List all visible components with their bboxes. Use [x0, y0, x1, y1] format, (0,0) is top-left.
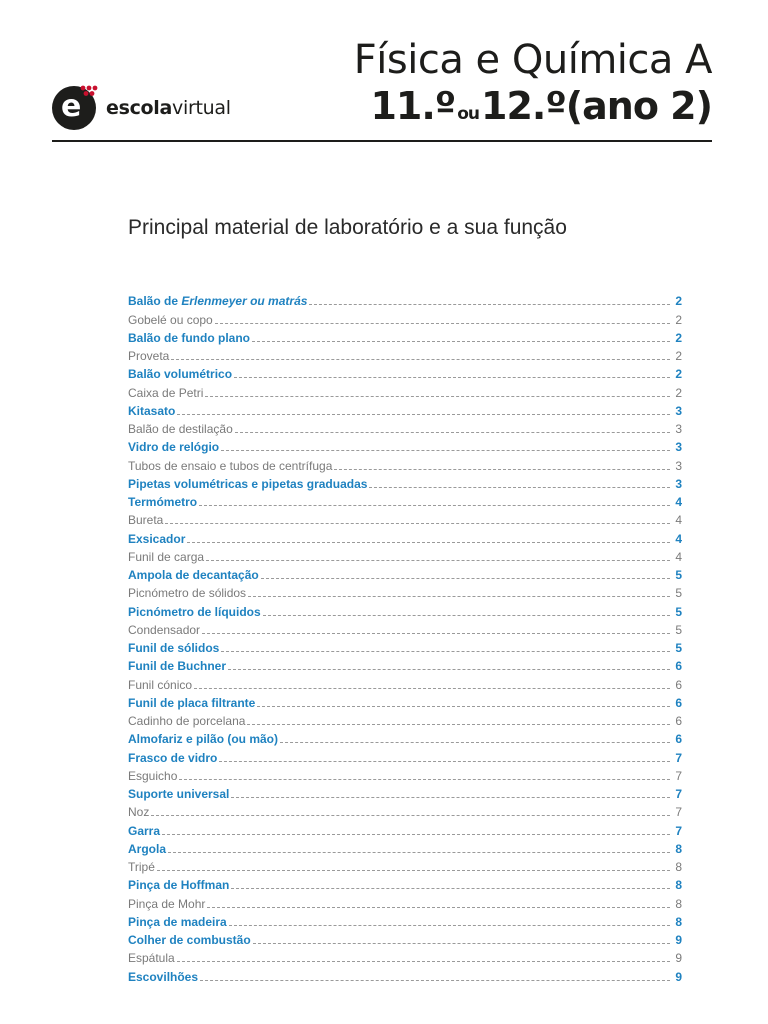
toc-dot-leader	[165, 523, 670, 524]
brand-light: virtual	[172, 97, 231, 119]
toc-entry[interactable]	[128, 783, 682, 801]
toc-entry[interactable]	[128, 564, 682, 582]
toc-entry-label: Condensador	[128, 622, 201, 637]
toc-dot-leader	[200, 980, 670, 981]
toc-entry[interactable]	[128, 619, 682, 637]
toc-entry[interactable]	[128, 582, 682, 600]
toc-entry[interactable]	[128, 819, 682, 837]
toc-entry[interactable]	[128, 746, 682, 764]
toc-entry-page-number: 7	[675, 787, 682, 801]
toc-entry-page-number: 9	[675, 951, 682, 966]
toc-entry-page-number: 6	[675, 695, 682, 710]
brand-bold: escola	[106, 97, 173, 119]
toc-entry[interactable]	[128, 892, 682, 910]
toc-entry-page-number: 2	[675, 367, 682, 382]
toc-dot-leader	[215, 323, 670, 324]
toc-entry[interactable]	[128, 838, 682, 856]
toc-dot-leader	[253, 943, 670, 944]
toc-entry-label: Caixa de Petri	[128, 385, 204, 400]
toc-entry-label: Funil de Buchner	[128, 659, 227, 674]
toc-entry[interactable]	[128, 728, 682, 746]
toc-dot-leader	[334, 469, 670, 470]
toc-entry-page-number: 2	[675, 312, 682, 327]
toc-entry-label: Ampola de decantação	[128, 568, 259, 582]
toc-entry[interactable]	[128, 509, 682, 527]
toc-entry-label: Picnómetro de líquidos	[128, 604, 261, 619]
toc-entry[interactable]	[128, 345, 682, 363]
toc-entry[interactable]	[128, 454, 682, 472]
header-divider	[52, 140, 712, 142]
toc-entry-label: Argola	[128, 841, 167, 856]
toc-entry[interactable]	[128, 965, 682, 983]
logo-dots-icon	[79, 84, 101, 100]
toc-entry-label: Funil de sólidos	[128, 641, 220, 655]
toc-entry[interactable]	[128, 929, 682, 947]
toc-entry-label: Espátula	[128, 951, 175, 966]
toc-entry-label: Balão de destilação	[128, 422, 233, 436]
toc-entry[interactable]	[128, 947, 682, 965]
toc-entry-label: Funil cónico	[128, 677, 193, 692]
toc-entry-page-number: 5	[675, 622, 682, 637]
toc-entry-page-number: 3	[675, 440, 682, 455]
toc-entry-page-number: 7	[675, 805, 682, 820]
toc-entry-page-number: 8	[675, 878, 682, 893]
toc-dot-leader	[263, 615, 670, 616]
toc-entry-label	[128, 294, 307, 308]
toc-dot-leader	[235, 432, 670, 433]
toc-entry-page-number: 3	[675, 458, 682, 473]
toc-dot-leader	[171, 359, 670, 360]
toc-entry-page-number: 6	[675, 732, 682, 747]
toc-entry[interactable]	[128, 673, 682, 691]
toc-entry-page-number: 8	[675, 914, 682, 929]
toc-dot-leader	[309, 304, 670, 305]
toc-dot-leader	[194, 688, 670, 689]
toc-entry-label: Picnómetro de sólidos	[128, 586, 247, 601]
toc-dot-leader	[257, 706, 670, 707]
toc-entry-label-prefix: Balão de	[128, 294, 182, 309]
toc-dot-leader	[229, 925, 670, 926]
subject-title: Física e Química A	[353, 37, 712, 83]
toc-entry-page-number: 6	[675, 677, 682, 692]
toc-entry-label: Termómetro	[128, 495, 198, 509]
toc-entry[interactable]	[128, 400, 682, 418]
toc-dot-leader	[221, 651, 670, 652]
toc-dot-leader	[369, 487, 670, 488]
logo-mark	[52, 86, 96, 130]
toc-entry[interactable]	[128, 546, 682, 564]
toc-dot-leader	[234, 377, 670, 378]
toc-entry-label: Garra	[128, 823, 161, 838]
toc-dot-leader	[231, 797, 670, 798]
toc-dot-leader	[247, 724, 670, 725]
toc-entry[interactable]	[128, 637, 682, 655]
toc-entry[interactable]	[128, 381, 682, 399]
logo-letter: e	[61, 89, 82, 124]
toc-entry-label: Tripé	[128, 860, 155, 874]
toc-entry-page-number: 4	[675, 513, 682, 528]
toc-entry-page-number: 2	[675, 349, 682, 363]
toc-entry-label: Esguicho	[128, 768, 178, 783]
toc-entry[interactable]	[128, 436, 682, 454]
grade-year: (ano 2)	[565, 84, 712, 128]
toc-entry[interactable]	[128, 363, 682, 381]
toc-entry-page-number: 3	[675, 422, 682, 436]
toc-dot-leader	[207, 907, 670, 908]
toc-entry-page-number: 4	[675, 531, 682, 546]
toc-entry-label: Vidro de relógio	[128, 440, 220, 455]
toc-entry-page-number: 9	[675, 969, 682, 984]
table-of-contents	[128, 290, 682, 984]
toc-entry-page-number: 6	[675, 714, 682, 728]
toc-entry-page-number: 4	[675, 495, 682, 509]
grade-or: ou	[457, 104, 480, 124]
toc-entry-page-number: 8	[675, 896, 682, 911]
toc-entry[interactable]	[128, 418, 682, 436]
toc-entry[interactable]	[128, 600, 682, 618]
toc-entry-label: Cadinho de porcelana	[128, 714, 246, 728]
toc-entry-page-number: 5	[675, 568, 682, 582]
toc-dot-leader	[187, 542, 670, 543]
toc-entry-label: Exsicador	[128, 531, 186, 546]
toc-entry-page-number: 8	[675, 860, 682, 874]
toc-entry-label: Colher de combustão	[128, 933, 251, 947]
toc-entry-page-number: 5	[675, 641, 682, 655]
toc-dot-leader	[179, 779, 670, 780]
toc-entry-label: Pinça de Mohr	[128, 896, 206, 911]
section-title: Principal material de laboratório e a sua função	[128, 216, 567, 239]
toc-entry[interactable]	[128, 765, 682, 783]
toc-entry[interactable]	[128, 692, 682, 710]
toc-dot-leader	[177, 961, 670, 962]
toc-entry-label: Proveta	[128, 349, 170, 363]
toc-entry-page-number: 8	[675, 841, 682, 856]
toc-entry[interactable]	[128, 491, 682, 509]
toc-entry-label: Balão volumétrico	[128, 367, 233, 382]
toc-entry-page-number: 7	[675, 823, 682, 838]
toc-entry-page-number: 4	[675, 549, 682, 564]
toc-entry-label: Kitasato	[128, 403, 176, 418]
toc-entry-label-italic: Erlenmeyer ou matrás	[181, 294, 308, 309]
toc-entry-label: Almofariz e pilão (ou mão)	[128, 732, 279, 747]
toc-entry[interactable]	[128, 290, 682, 308]
toc-entry[interactable]	[128, 527, 682, 545]
toc-entry[interactable]	[128, 856, 682, 874]
toc-entry-page-number: 9	[675, 933, 682, 947]
brand-name	[106, 97, 231, 119]
toc-entry-label: Pinça de Hoffman	[128, 878, 230, 893]
toc-entry-label: Noz	[128, 805, 150, 820]
toc-dot-leader	[199, 505, 670, 506]
toc-entry-page-number: 6	[675, 659, 682, 674]
toc-entry[interactable]	[128, 911, 682, 929]
toc-entry-page-number: 2	[675, 385, 682, 400]
toc-entry-label: Escovilhões	[128, 969, 199, 984]
toc-entry-page-number: 2	[675, 294, 682, 309]
grade-title	[354, 84, 712, 136]
toc-entry-label: Frasco de vidro	[128, 750, 218, 765]
toc-entry[interactable]	[128, 710, 682, 728]
toc-entry-label: Funil de placa filtrante	[128, 695, 256, 710]
toc-entry-label: Gobelé ou copo	[128, 312, 213, 327]
toc-entry-page-number: 2	[675, 330, 682, 345]
toc-entry[interactable]	[128, 308, 682, 326]
toc-entry-page-number: 5	[675, 604, 682, 619]
toc-entry-page-number: 5	[675, 586, 682, 601]
toc-entry[interactable]	[128, 801, 682, 819]
toc-entry[interactable]	[128, 473, 682, 491]
toc-dot-leader	[248, 596, 670, 597]
toc-dot-leader	[261, 578, 670, 579]
toc-entry-page-number: 7	[675, 750, 682, 765]
toc-dot-leader	[221, 450, 670, 451]
toc-dot-leader	[177, 414, 670, 415]
toc-entry-label: Pinça de madeira	[128, 914, 227, 929]
toc-dot-leader	[151, 815, 670, 816]
grade-11: 11.º	[370, 84, 456, 128]
document-title	[354, 36, 712, 136]
toc-entry-label: Tubos de ensaio e tubos de centrífuga	[128, 458, 333, 473]
toc-dot-leader	[228, 669, 670, 670]
toc-dot-leader	[231, 888, 670, 889]
toc-entry[interactable]	[128, 874, 682, 892]
toc-entry-label: Pipetas volumétricas e pipetas graduadas	[128, 476, 368, 491]
toc-entry-page-number: 7	[675, 768, 682, 783]
toc-entry-label: Bureta	[128, 513, 164, 528]
toc-entry[interactable]	[128, 655, 682, 673]
escolavirtual-logo	[52, 86, 231, 130]
page-header	[0, 0, 768, 145]
toc-entry-page-number: 3	[675, 403, 682, 418]
toc-dot-leader	[280, 742, 670, 743]
toc-dot-leader	[157, 870, 670, 871]
toc-entry[interactable]	[128, 327, 682, 345]
grade-12: 12.º	[481, 84, 566, 128]
toc-dot-leader	[206, 560, 670, 561]
toc-dot-leader	[219, 761, 670, 762]
toc-dot-leader	[162, 834, 670, 835]
toc-entry-label: Suporte universal	[128, 787, 230, 801]
toc-dot-leader	[205, 396, 670, 397]
toc-dot-leader	[202, 633, 670, 634]
toc-entry-page-number: 3	[675, 476, 682, 491]
toc-entry-label: Funil de carga	[128, 549, 205, 564]
toc-dot-leader	[252, 341, 670, 342]
toc-dot-leader	[168, 852, 670, 853]
toc-entry-label: Balão de fundo plano	[128, 330, 250, 345]
